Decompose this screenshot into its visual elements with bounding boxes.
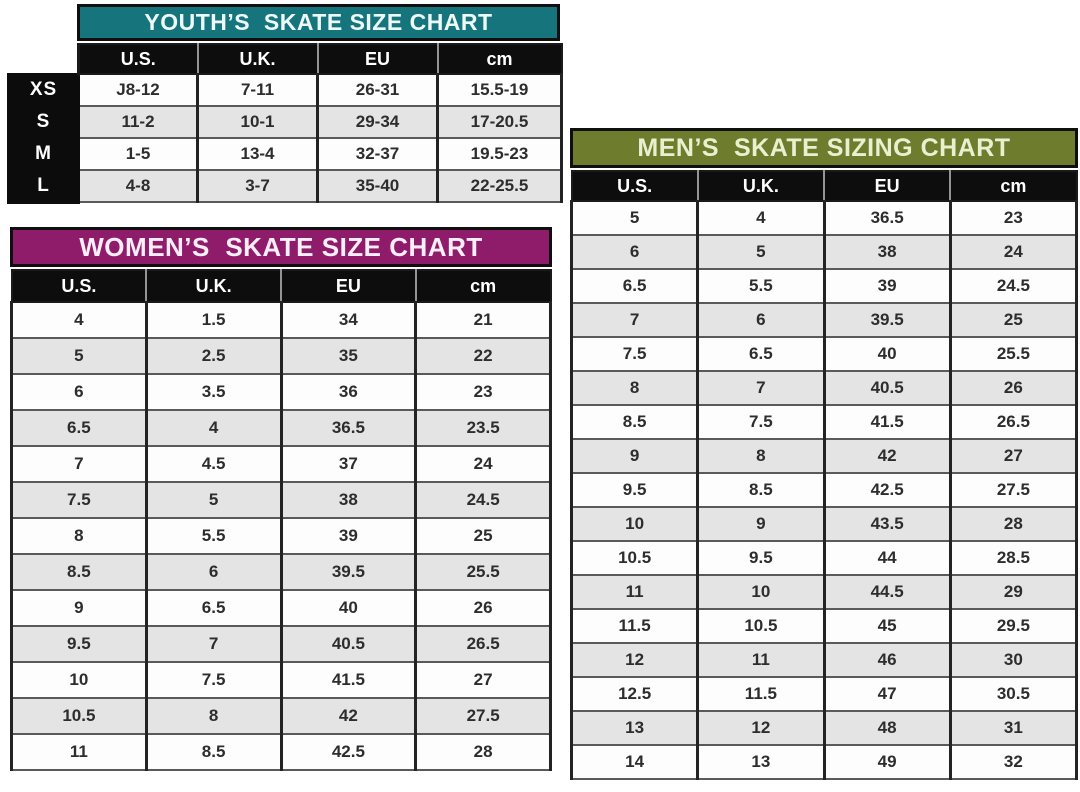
table-row	[572, 643, 1077, 677]
size-cell: 13	[572, 711, 698, 745]
mens-table-body	[572, 201, 1077, 779]
size-cell: 11	[698, 643, 824, 677]
size-cell: 11.5	[698, 677, 824, 711]
size-cell: 42	[281, 698, 416, 734]
size-cell: 3.5	[146, 374, 281, 410]
size-cell: 24	[950, 235, 1076, 269]
size-cell: 5	[572, 201, 698, 235]
size-cell: 26.5	[416, 626, 551, 662]
size-cell: 8.5	[12, 554, 147, 590]
size-cell: 43.5	[824, 507, 950, 541]
size-cell: 44	[824, 541, 950, 575]
size-cell: 10.5	[698, 609, 824, 643]
size-cell: 10	[572, 507, 698, 541]
size-cell: 6	[146, 554, 281, 590]
size-cell: 24.5	[416, 482, 551, 518]
size-cell: 46	[824, 643, 950, 677]
size-cell: 21	[416, 302, 551, 338]
size-cell: 36	[281, 374, 416, 410]
womens-table-body	[12, 302, 551, 770]
size-cell: 13-4	[198, 138, 318, 170]
size-cell: 11	[12, 734, 147, 770]
size-cell: 42	[824, 439, 950, 473]
size-cell: 6.5	[572, 269, 698, 303]
size-cell: 9	[698, 507, 824, 541]
size-cell: 6	[698, 303, 824, 337]
header-row	[12, 270, 551, 302]
row-label: XS	[9, 74, 79, 106]
size-cell: 9.5	[698, 541, 824, 575]
column-header-cm: cm	[950, 171, 1076, 201]
table-row	[572, 439, 1077, 473]
header-row	[572, 171, 1077, 201]
size-cell: 7.5	[572, 337, 698, 371]
row-label: L	[9, 170, 79, 202]
size-cell: 10.5	[12, 698, 147, 734]
size-cell: 6.5	[146, 590, 281, 626]
column-header-eu: EU	[318, 44, 438, 74]
size-cell: 26	[950, 371, 1076, 405]
size-cell: 25.5	[416, 554, 551, 590]
size-cell: 28	[416, 734, 551, 770]
size-cell: 24.5	[950, 269, 1076, 303]
youth-chart-title: YOUTH’S SKATE SIZE CHART	[77, 4, 560, 41]
size-cell: 40.5	[281, 626, 416, 662]
row-label: M	[9, 138, 79, 170]
size-cell: 6	[572, 235, 698, 269]
size-cell: 41.5	[281, 662, 416, 698]
size-cell: 10-1	[198, 106, 318, 138]
size-cell: 8	[146, 698, 281, 734]
size-cell: 22	[416, 338, 551, 374]
size-cell: 23	[950, 201, 1076, 235]
mens-size-table	[570, 170, 1078, 780]
column-header-cm: cm	[416, 270, 551, 302]
column-header-uk: U.K.	[198, 44, 318, 74]
size-cell: 42.5	[824, 473, 950, 507]
size-cell: 28	[950, 507, 1076, 541]
youth-size-table	[7, 43, 563, 204]
size-cell: 25	[950, 303, 1076, 337]
table-row	[12, 518, 551, 554]
table-row	[12, 446, 551, 482]
size-cell: 45	[824, 609, 950, 643]
size-cell: 10	[698, 575, 824, 609]
table-row	[12, 374, 551, 410]
header-spacer	[9, 44, 79, 74]
size-cell: 1-5	[79, 138, 198, 170]
size-cell: 8	[698, 439, 824, 473]
size-cell: 4	[698, 201, 824, 235]
size-cell: 39.5	[281, 554, 416, 590]
table-row	[12, 482, 551, 518]
table-row	[572, 575, 1077, 609]
womens-chart-title: WOMEN’S SKATE SIZE CHART	[10, 227, 552, 267]
size-cell: J8-12	[79, 74, 198, 106]
table-row	[9, 138, 562, 170]
size-cell: 31	[950, 711, 1076, 745]
column-header-uk: U.K.	[698, 171, 824, 201]
size-cell: 37	[281, 446, 416, 482]
size-cell: 3-7	[198, 170, 318, 202]
size-cell: 11.5	[572, 609, 698, 643]
size-cell: 10.5	[572, 541, 698, 575]
size-cell: 39	[281, 518, 416, 554]
column-header-eu: EU	[824, 171, 950, 201]
size-cell: 36.5	[824, 201, 950, 235]
column-header-uk: U.K.	[146, 270, 281, 302]
size-cell: 41.5	[824, 405, 950, 439]
size-cell: 34	[281, 302, 416, 338]
size-cell: 23	[416, 374, 551, 410]
size-cell: 4-8	[79, 170, 198, 202]
table-row	[12, 698, 551, 734]
size-cell: 2.5	[146, 338, 281, 374]
table-row	[572, 711, 1077, 745]
size-cell: 48	[824, 711, 950, 745]
size-cell: 22-25.5	[438, 170, 562, 202]
size-cell: 40	[824, 337, 950, 371]
size-cell: 27	[416, 662, 551, 698]
table-row	[572, 337, 1077, 371]
size-cell: 11	[572, 575, 698, 609]
size-cell: 35-40	[318, 170, 438, 202]
size-cell: 26	[416, 590, 551, 626]
size-cell: 7	[698, 371, 824, 405]
table-row	[572, 269, 1077, 303]
row-label: S	[9, 106, 79, 138]
size-cell: 19.5-23	[438, 138, 562, 170]
size-cell: 7	[146, 626, 281, 662]
table-row	[12, 410, 551, 446]
size-cell: 26-31	[318, 74, 438, 106]
table-row	[572, 745, 1077, 779]
header-row	[9, 44, 562, 74]
column-header-eu: EU	[281, 270, 416, 302]
size-cell: 9.5	[572, 473, 698, 507]
size-cell: 7.5	[698, 405, 824, 439]
table-row	[572, 609, 1077, 643]
table-row	[9, 106, 562, 138]
size-cell: 7-11	[198, 74, 318, 106]
size-cell: 40	[281, 590, 416, 626]
table-row	[572, 541, 1077, 575]
size-cell: 15.5-19	[438, 74, 562, 106]
size-cell: 26.5	[950, 405, 1076, 439]
table-row	[572, 677, 1077, 711]
table-row	[12, 590, 551, 626]
size-cell: 5.5	[698, 269, 824, 303]
mens-size-chart	[570, 128, 1078, 780]
table-row	[12, 554, 551, 590]
column-header-us: U.S.	[79, 44, 198, 74]
table-row	[12, 338, 551, 374]
size-cell: 14	[572, 745, 698, 779]
size-cell: 35	[281, 338, 416, 374]
column-header-us: U.S.	[572, 171, 698, 201]
size-cell: 29-34	[318, 106, 438, 138]
table-row	[12, 302, 551, 338]
table-row	[572, 303, 1077, 337]
size-cell: 32-37	[318, 138, 438, 170]
size-cell: 29.5	[950, 609, 1076, 643]
size-cell: 36.5	[281, 410, 416, 446]
size-cell: 5	[698, 235, 824, 269]
size-cell: 29	[950, 575, 1076, 609]
size-cell: 8	[572, 371, 698, 405]
size-cell: 10	[12, 662, 147, 698]
column-header-us: U.S.	[12, 270, 147, 302]
size-cell: 5	[146, 482, 281, 518]
size-cell: 13	[698, 745, 824, 779]
size-cell: 24	[416, 446, 551, 482]
table-row	[12, 662, 551, 698]
size-cell: 25.5	[950, 337, 1076, 371]
size-cell: 8.5	[146, 734, 281, 770]
size-cell: 9	[572, 439, 698, 473]
mens-chart-title: MEN’S SKATE SIZING CHART	[570, 128, 1078, 168]
size-cell: 47	[824, 677, 950, 711]
size-cell: 27.5	[950, 473, 1076, 507]
size-cell: 11-2	[79, 106, 198, 138]
size-cell: 42.5	[281, 734, 416, 770]
size-cell: 6.5	[698, 337, 824, 371]
size-cell: 23.5	[416, 410, 551, 446]
size-cell: 1.5	[146, 302, 281, 338]
table-row	[572, 201, 1077, 235]
size-cell: 9.5	[12, 626, 147, 662]
size-cell: 4.5	[146, 446, 281, 482]
size-cell: 12.5	[572, 677, 698, 711]
size-cell: 38	[824, 235, 950, 269]
size-cell: 27	[950, 439, 1076, 473]
size-cell: 28.5	[950, 541, 1076, 575]
size-cell: 44.5	[824, 575, 950, 609]
size-cell: 7	[12, 446, 147, 482]
size-cell: 39	[824, 269, 950, 303]
size-cell: 49	[824, 745, 950, 779]
size-cell: 7	[572, 303, 698, 337]
size-cell: 25	[416, 518, 551, 554]
table-row	[572, 473, 1077, 507]
table-row	[9, 170, 562, 202]
size-cell: 6	[12, 374, 147, 410]
size-cell: 8.5	[572, 405, 698, 439]
size-cell: 39.5	[824, 303, 950, 337]
size-cell: 6.5	[12, 410, 147, 446]
table-row	[9, 74, 562, 106]
table-row	[572, 235, 1077, 269]
size-cell: 12	[698, 711, 824, 745]
size-cell: 32	[950, 745, 1076, 779]
size-cell: 4	[146, 410, 281, 446]
size-cell: 5.5	[146, 518, 281, 554]
table-row	[12, 734, 551, 770]
youth-table-body	[9, 74, 562, 202]
size-cell: 30	[950, 643, 1076, 677]
youth-size-chart	[7, 4, 560, 204]
size-cell: 7.5	[146, 662, 281, 698]
size-cell: 9	[12, 590, 147, 626]
size-cell: 12	[572, 643, 698, 677]
table-row	[572, 371, 1077, 405]
size-cell: 30.5	[950, 677, 1076, 711]
size-cell: 7.5	[12, 482, 147, 518]
table-row	[572, 405, 1077, 439]
column-header-cm: cm	[438, 44, 562, 74]
womens-size-chart	[10, 227, 552, 771]
size-cell: 5	[12, 338, 147, 374]
womens-size-table	[10, 269, 552, 771]
size-cell: 38	[281, 482, 416, 518]
size-cell: 4	[12, 302, 147, 338]
table-row	[572, 507, 1077, 541]
size-cell: 27.5	[416, 698, 551, 734]
table-row	[12, 626, 551, 662]
size-cell: 17-20.5	[438, 106, 562, 138]
size-cell: 40.5	[824, 371, 950, 405]
size-cell: 8	[12, 518, 147, 554]
size-cell: 8.5	[698, 473, 824, 507]
